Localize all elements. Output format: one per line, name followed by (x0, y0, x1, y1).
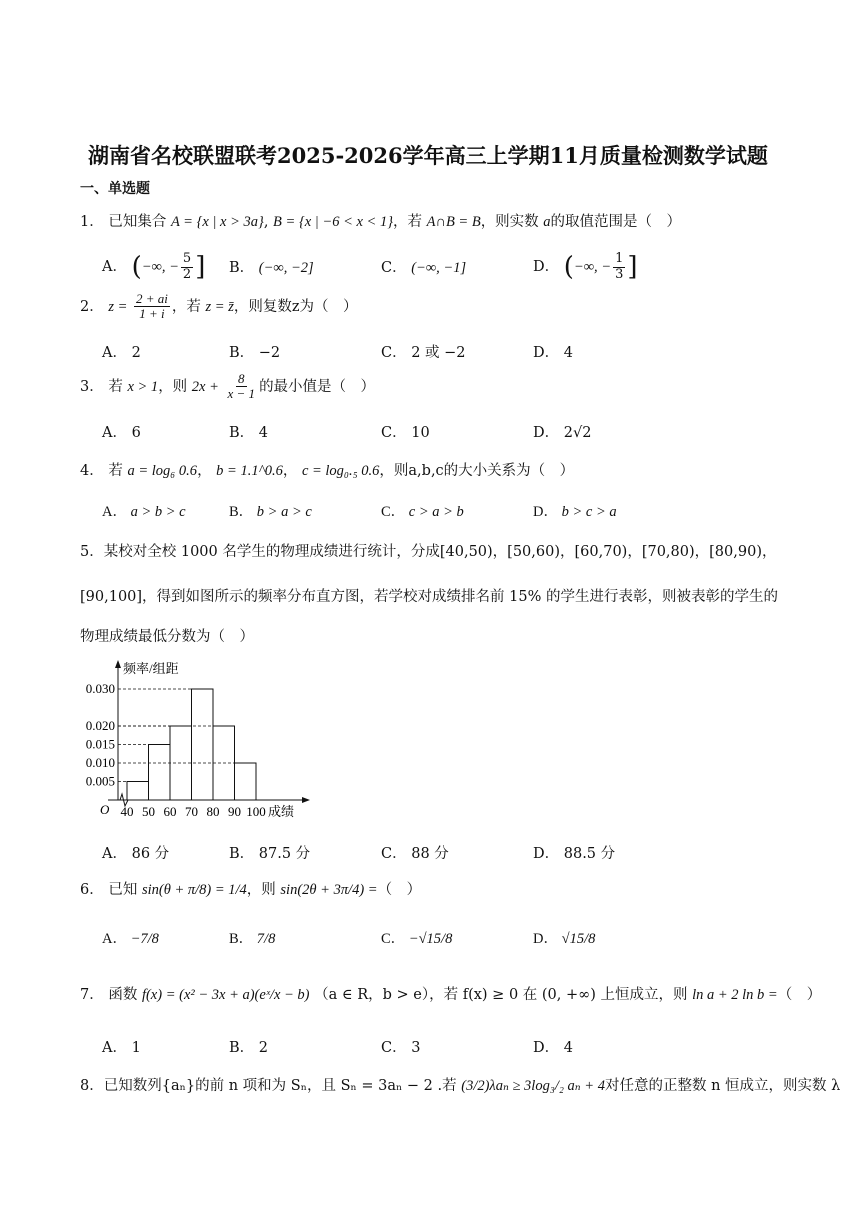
option-b[interactable]: B． (−∞, −2] (229, 260, 314, 276)
options-q5 (102, 842, 702, 862)
page-title: 湖南省名校联盟联考2025-2026学年高三上学期11月质量检测数学试题 (88, 143, 768, 168)
question-4: 4． 若 a = log₆ 0.6， b = 1.1^0.6， c = log₀.₅ 0.6，则a,b,c的大小关系为（ ） (80, 463, 575, 479)
given-expression: sin(θ + π/8) = 1/4 (141, 882, 247, 898)
question-7: 7． 函数 f(x) = (x² − 3x + a)(eˣ/x − b) （a ∈ R，b > e），若 f(x) ≥ 0 在 (0, +∞) 上恒成立，则 ln a + 2 ln b =（ ） (80, 987, 822, 1003)
option-a[interactable]: A． a > b > c (102, 504, 186, 520)
options-q4 (102, 500, 702, 520)
y-tick-label: 0.010 (85, 755, 115, 770)
y-axis-label: 频率/组距 (123, 661, 179, 676)
option-a[interactable]: A． 6 (102, 425, 141, 441)
option-a[interactable]: A． 1 (102, 1040, 141, 1056)
options-q1 (102, 246, 702, 286)
option-c[interactable]: C． 88 分 (381, 846, 449, 862)
y-tick-label: 0.005 (85, 773, 115, 789)
question-1: 1． 已知集合 A = {x | x > 3a}, B = {x | −6 < x < 1}，若 A∩B = B，则实数 a的取值范围是（ ） (80, 214, 682, 230)
histogram-bar (235, 763, 257, 800)
option-b[interactable]: B． 2 (229, 1040, 268, 1056)
question-number: 1． (80, 214, 104, 230)
option-d[interactable]: D． √15/8 (533, 931, 596, 947)
option-d[interactable]: D． 88.5 分 (533, 846, 616, 862)
set-b: B = {x | −6 < x < 1} (273, 214, 393, 230)
y-axis-arrow (115, 660, 121, 668)
options-q7 (102, 1036, 702, 1056)
option-d[interactable]: D． (−∞, − $\frac{1}{3}$ ] (533, 251, 638, 282)
option-b[interactable]: B． 7/8 (229, 931, 276, 947)
option-b[interactable]: B． −2 (229, 345, 281, 361)
x-tick-label: 60 (163, 804, 177, 819)
option-d[interactable]: D． 4 (533, 1040, 573, 1056)
x-tick-label: 70 (185, 804, 198, 819)
y-tick-label: 0.020 (85, 718, 115, 733)
section-heading: 一、单选题 (80, 180, 150, 196)
option-c[interactable]: C． c > a > b (381, 504, 464, 520)
condition: A∩B = B (426, 214, 481, 230)
question-8: 8．已知数列{aₙ}的前 n 项和为 Sₙ，且 Sₙ = 3aₙ − 2 .若 (3/2)λaₙ ≥ 3log₃/₂ aₙ + 4对任意的正整数 n 恒成立，则实数 λ (80, 1078, 841, 1094)
option-d[interactable]: D． 4 (533, 345, 573, 361)
options-q6 (102, 927, 702, 947)
options-q2 (102, 341, 702, 361)
histogram-bar (149, 745, 171, 801)
question-5-line-1: 5．某校对全校 1000 名学生的物理成绩进行统计，分成[40,50)，[50,60)，[60,70)，[70,80)，[80,90)， (80, 544, 777, 560)
y-tick-label: 0.015 (85, 736, 115, 752)
histogram-bar (192, 689, 214, 800)
option-c[interactable]: C． 10 (381, 425, 430, 441)
inequality: (3/2)λaₙ ≥ 3log₃/₂ aₙ + 4 (461, 1078, 605, 1094)
x-tick-label: 50 (142, 804, 155, 819)
histogram-bar (127, 782, 149, 801)
option-d[interactable]: D． b > c > a (533, 504, 617, 520)
question-5-line-3: 物理成绩最低分数为（ ） (80, 629, 254, 645)
x-axis-arrow (302, 797, 310, 803)
asked-expression: sin(2θ + 3π/4) = (280, 882, 378, 898)
question-3: 3． 若 x > 1，则 2x + $\frac{8}{x - 1}$ 的最小值是（ ） (80, 371, 376, 402)
option-c[interactable]: C． −√15/8 (381, 931, 453, 947)
question-2: 2． z = $\frac{2 + ai}{1 + i}$ ，若 z = z̄，则复数z为（ ） (80, 291, 358, 322)
x-axis-label: 成绩 (268, 804, 295, 819)
option-b[interactable]: B． 4 (229, 425, 268, 441)
frequency-histogram (70, 655, 320, 830)
option-a[interactable]: A． (−∞, − $\frac{5}{2}$ ] (102, 251, 206, 282)
option-c[interactable]: C． 3 (381, 1040, 421, 1056)
option-c[interactable]: C． 2 或 −2 (381, 345, 466, 361)
x-tick-label: 40 (120, 804, 134, 819)
question-6: 6． 已知 sin(θ + π/8) = 1/4，则 sin(2θ + 3π/4) =（ ） (80, 882, 422, 898)
option-d[interactable]: D． 2√2 (533, 425, 592, 441)
y-tick-label: 0.030 (85, 681, 115, 696)
question-5-line-2: [90,100]，得到如图所示的频率分布直方图，若学校对成绩排名前 15% 的学生进行表彰，则被表彰的学生的 (80, 589, 778, 605)
x-tick-label: 90 (228, 804, 241, 819)
options-q3 (102, 421, 702, 441)
option-a[interactable]: A． 2 (102, 345, 141, 361)
set-a: A = {x | x > 3a} (170, 214, 264, 230)
x-tick-label: 80 (206, 804, 220, 819)
option-a[interactable]: A． −7/8 (102, 931, 159, 947)
option-a[interactable]: A． 86 分 (102, 846, 170, 862)
origin-label: O (100, 802, 110, 817)
option-b[interactable]: B． 87.5 分 (229, 846, 311, 862)
function-expression: f(x) = (x² − 3x + a)(eˣ/x − b) (141, 987, 310, 1003)
option-c[interactable]: C． (−∞, −1] (381, 260, 467, 276)
option-b[interactable]: B． b > a > c (229, 504, 312, 520)
x-tick-label: 100 (246, 804, 266, 819)
